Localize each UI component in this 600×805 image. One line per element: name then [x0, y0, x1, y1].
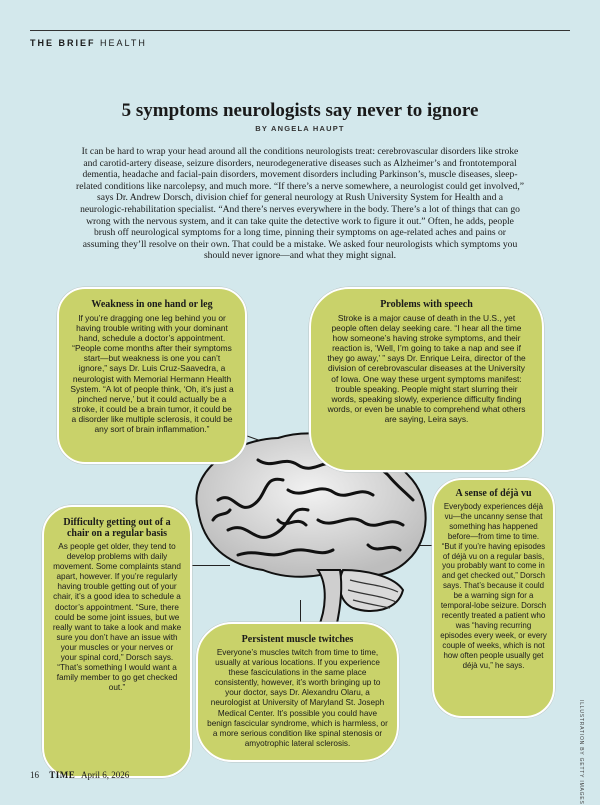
- issue-date: April 6, 2026: [81, 770, 130, 780]
- page-footer: [30, 770, 129, 780]
- symptom-title: Problems with speech: [380, 299, 473, 310]
- page-number: 16: [30, 770, 39, 780]
- symptom-card-twitches: [196, 622, 399, 762]
- symptom-body: Stroke is a major cause of death in the U.S., yet people often delay seeking care. “I hear all the time how someone’s having stroke symptoms, and their reaction is, ‘Well, I’m going to take a nap and see if they go away,’ ” says Dr. Enrique Leira, director of the division of cerebrovascular diseases at the University of Iowa. One way these urgent symptoms manifest: trouble speaking. People might start slurring their words, speaking slowly, experience difficulty finding words, or even be unable to comprehend what others are saying, Leira says.: [327, 313, 526, 424]
- symptom-body: Everyone’s muscles twitch from time to time, usually at various locations. If you experience these fasciculations in the same place consistently, however, it’s worth bringing up to your doctor, says Dr. Alexandru Olaru, a neurologist at University of Maryland St. Joseph Medical Center. It’s possible you could have benign fascicular syndrome, which is harmless, or a more serious condition like spinal stenosis or amyotrophic lateral sclerosis.: [207, 648, 388, 748]
- symptom-card-speech: [309, 287, 544, 472]
- symptom-title: Weakness in one hand or leg: [91, 299, 213, 310]
- brain-stem: [318, 570, 341, 628]
- byline: BY ANGELA HAUPT: [255, 124, 345, 133]
- symptom-card-deja-vu: [432, 478, 555, 718]
- symptom-card-weakness: [57, 287, 247, 464]
- symptom-title: Difficulty getting out of a chair on a regular basis: [63, 517, 171, 539]
- intro-paragraph: It can be hard to wrap your head around all the conditions neurologists treat: cerebrovascular disorders like stroke and carotid-artery disease, seizure disorders, neurodegenerative diseases such as Alzheimer’s and frontotemporal dementia, headache and facial-pain disorders, movement disorders including Parkinson’s, muscle diseases, sleep-related conditions like narcolepsy, and much more. “If there’s a nerve somewhere, a neurologist could get involved,” says Dr. Andrew Dorsch, division chief for general neurology at Rush University System for Health and a neurologic-rehabilitation specialist. “And there’s nerves everywhere in the body. There’s a lot of things that can go wrong with the nervous system, and it can take quite the detective work to figure it out.” Often, he adds, people brush off neurological symptoms for a long time, pinning their symptoms on age-related aches and pains or assuming they’ll resolve on their own. That could be a mistake. We asked four neurologists which symptoms you should never ignore—and what they might signal.: [76, 146, 524, 262]
- section-name: THE BRIEF: [30, 38, 96, 48]
- magazine-name: TIME: [49, 770, 76, 780]
- subsection-name: HEALTH: [100, 38, 147, 48]
- symptom-title: Persistent muscle twitches: [241, 634, 354, 645]
- symptom-card-chair: [42, 505, 192, 778]
- article-title: 5 symptoms neurologists say never to ignore: [121, 100, 479, 121]
- symptom-body: If you’re dragging one leg behind you or having trouble writing with your dominant hand, schedule a doctor’s appointment. “People come months after their symptoms start—but weakness is one you can’t ignore,” says Dr. Luis Cruz-Saavedra, a neurologist with Memorial Hermann Health System. “A lot of people think, ‘Oh, it’s just a pinched nerve,’ but it could actually be a stroke, it could be a brain tumor, it could be a disorder like multiple sclerosis, it could be any sort of brain inflammation.”: [70, 313, 234, 435]
- header-rule: [30, 30, 570, 31]
- section-label: [30, 38, 147, 48]
- symptom-body: As people get older, they tend to develop problems with daily movement. Some complaints stand apart, however. If you’re regularly having trouble getting out of your chair, it’s a good idea to schedule a doctor’s appointment. “Sure, there could be some joint issues, but we really want to take a look and make sure you don’t have an issue with your muscles or your nerves or your spinal cord,” Dorsch says. “That’s something I would want a family member to go get checked out.”: [52, 542, 182, 693]
- symptom-title: A sense of déjà vu: [455, 488, 532, 499]
- photo-credit: ILLUSTRATION BY GETTY IMAGES: [578, 700, 584, 805]
- symptom-body: Everybody experiences déjà vu—the uncanny sense that something has happened before—from time to time. “But if you’re having episodes of déjà vu on a regular basis, you probably want to come in and get checked out,” Dorsch says. That’s because it could be a warning sign for a temporal-lobe seizure. Dorsch recently treated a patient who was “having recurring episodes every week, or every couple of weeks, which is not how often people usually get déjà vu,” he says.: [440, 502, 547, 670]
